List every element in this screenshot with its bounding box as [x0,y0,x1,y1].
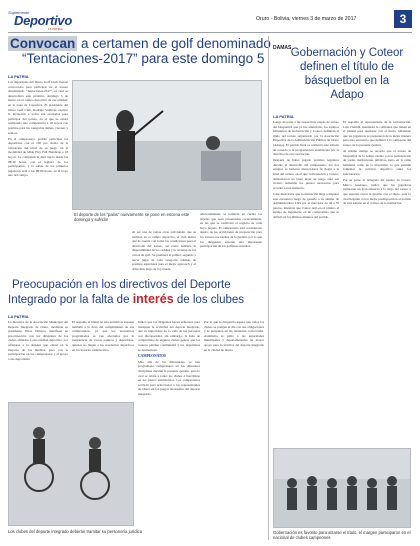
golf-source: LA PATRIA [8,74,29,79]
integrated-source: LA PATRIA [8,314,29,319]
golf-headline-line2: “Tentaciones-2017” para este domingo 5 [22,51,265,66]
integrated-sport-article [8,278,264,540]
integrated-body-col3 [138,320,200,530]
section-tag-label: DAMAS [273,45,292,51]
golf-headline-kicker: Convocan [10,36,76,51]
womens-source: LA PATRIA [273,114,294,119]
integrated-paragraph-3: Indicó que los dirigentes hacen esfuerzos para mantener la actividad del deporte integrado, que es importante en la vida de las personas con discapacidad, sin embargo, la falta de compromiso de algunos clubes genera que los torneos pierdan continuidad y los deportistas se desmotiven. [138,320,200,352]
womens-body-col1 [273,120,339,444]
womens-basketball-article [268,36,417,540]
integrated-body-col4 [204,320,264,530]
golf-paragraph-2: En el campeonato, podrán participar los deportistas con el 100 por ciento de la valoración del nivel de su juego, en la modalidad de Mide Play Full Handicap a 18 hoyos. La competencia dará inicio desde las 08:30 horas, con el registro de los participantes, y la salida de los primeros jugadores será a las 09:00 horas, en el hoyo uno del campo. [8,136,68,178]
integrated-headline-post: de los clubes [176,294,245,306]
wheelchair-players-illustration [9,403,133,525]
golfers-illustration [73,81,261,209]
logo-subtitle: LA PATRIA [48,27,63,31]
integrated-headline-highlight: interés [132,292,174,306]
golf-paragraph-3: Al ser una de tantas otras actividades que se realizan en el campo deportivo, el club indicó que se cuenta con todas las condiciones para el desarrollo del torneo, así como también la disponibilidad de los caddies y la revisión de los carros de golf. Se premiará al primer, segundo y tercer lugar de cada categoría, además de premios especiales para el mejor approach y el drive más largo de la jornada. [132,230,196,271]
integrated-photo-caption: Los clubes del deporte integrado deberán tramitar su personería jurídica [8,529,143,534]
womens-photo [273,448,411,528]
womens-paragraph-6: Por su parte, el delegado del equipo de Coteor, Marco Guerrero, indicó que las jugadoras realizaron un gran esfuerzo a lo largo del torneo y que esperan cerrar la gestión con el título, para lo cual llegarán con la mejor predisposición al partido de este sábado en el coliseo de la institución. [343,178,411,206]
golf-paragraph-4: adicionalmente, se tomarán en cuenta las tarjetas que sean presentadas correctamente, en las que se verificará el registro de cada hoyo jugado. El campeonato está considerado dentro de las actividades de preparación para los torneos nacionales de la gestión, por lo que los dirigentes esperan una importante participación de los golfistas orureños. [200,212,262,249]
logo-small-label: Suplemento [8,10,30,15]
golf-body-col4 [200,212,262,274]
womens-photo-caption: Gobernación es favorito para alzarse el título, el margen participaron en el nacional de clubes campeones [273,530,411,540]
basketball-team-illustration [274,449,410,527]
golf-body-col1 [8,80,68,272]
integrated-body-col2 [72,320,134,400]
golf-headline-rest: a certamen de golf denominado [81,36,271,51]
dateline: Oruro - Bolivia, viernes 3 de marzo de 2017 [256,16,357,22]
page-number-text: 3 [399,12,407,26]
integrated-headline [8,278,264,312]
womens-body-col2 [343,120,411,444]
integrated-subhead: CAMPEONATOS [138,353,167,358]
logo-title: Deportivo [14,13,72,28]
womens-paragraph-1: Luego de pasar a las respectivas etapas de torneo del básquetbol que ya fue anunciado, los equipos femeninos de Gobernación y Coteor, definirán el título del torneo organizado por la Asociación Deportiva de la Administración Pública de Oruro (Adapo). El partido final se realizará este sábado de acuerdo a la programación establecida por la directiva de esta asociación. [273,120,339,157]
integrated-body-col1 [8,320,68,400]
womens-paragraph-2: Después de haber jugado partidos regulares durante el desarrollo del campeonato, los dos equipos se hicieron merecedores de llegar a la final del torneo, en el que Gobernación y Coteor, demostraron un buen nivel de juego ante sus rivales, sumando los puntos necesarios para acceder a esta instancia. [273,158,339,190]
golf-photo [72,80,262,210]
golf-photo-caption: El deporte de los “palos” nuevamente se pone en escena este domingo y sufrido! [74,212,190,222]
header-bar [8,8,412,33]
integrated-paragraph-4: Más allá de las dificultades, se han programado campeonatos en las diferentes disciplinas durante la presente gestión, para lo cual se invita a todos los clubes a inscribirse en los plazos establecidos. Los campeonatos servirán para seleccionar a los representantes de Oruro en los juegos nacionales del deporte integrado. [138,359,200,396]
integrated-paragraph-1: La directiva de la Asociación Municipal del Deporte Integrado de Oruro, mediante su presidente, Elías Vallejos, manifestó su preocupación, con los dirigentes de los clubes afiliados a esta entidad deportiva, por reflejarse a la dejadez que existe en la mayoría de los mismos, para con la participación en los campeonatos y el apoyo a sus deportistas. [8,320,68,361]
supplement-logo [8,10,84,30]
golf-paragraph-1: Los deportistas del Oruro Golf Club, fueron convocados para participar en el torneo denominado “Tentaciones-2017”, el cual se desarrollará este próximo domingo 5 de marzo en el campo deportivo de ese entidad, en la zona de Capacirca. El presidente del Oruro Golf Club, Rodrigo Valdivia, explicó la invitación a todos sus asociados para participar del torneo, en el que se estará realizando una competencia a 18 hoyos con premios para las categorías damas, varones y seniors. [8,80,68,135]
golf-body-col3 [132,230,196,274]
integrated-headline-line1: Preocupación en los directivos del Deporte [12,279,231,291]
integrated-headline-pre: Integrado por la falta de [8,294,130,306]
integrated-paragraph-5: Por lo que la dirigencia espera que todos los clubes se pongan al día con sus obligaciones y se presenten en las reuniones convocadas. Asimismo se pidió a las autoridades municipales y departamentales un mayor apoyo para la práctica del deporte integrado en la ciudad de Oruro. [204,320,264,352]
womens-headline: Gobernación y Coteor definen el título de básquetbol en la Adapo [290,47,404,101]
womens-paragraph-5: Al mismo tiempo se recordó que el torneo de básquetbol de la Adapo cuenta con la participación de varias instituciones públicas, tanto en la rama femenina como en la masculina, lo que permite fomentar la práctica deportiva entre los funcionarios. [343,149,411,177]
golf-article [8,36,271,274]
womens-paragraph-4: El respaldo al representante de la Gobernación, Luis Chambi, manifestó la confianza que tienen en el plantel para quedarse con el título, señalando que las jugadoras se prepararon de la mejor manera para este encuentro que definirá a la campeona del torneo de la presente gestión. [343,120,411,147]
integrated-paragraph-2: El respaldo al titular de esta entidad se expresa también a la hora del cumplimiento de sus compromisos, ya que los encuentros programados se ven afectados por la inasistencia de varios equipos y deportistas, quienes no llegan a los escenarios deportivos en los horarios establecidos. [72,320,134,352]
womens-paragraph-3: Cabe mencionar que Gobernación llega a disputar este encuentro luego de ganarle a su similar de Administradora CNS por el marcador de 44 a 35 puntos, mientras que Coteor dejó en el camino al equipo de Ingeniería, en un compromiso que se definió en los últimos minutos del partido. [273,191,339,219]
integrated-photo [8,402,134,526]
page-number [394,10,412,28]
golf-headline [8,36,271,72]
